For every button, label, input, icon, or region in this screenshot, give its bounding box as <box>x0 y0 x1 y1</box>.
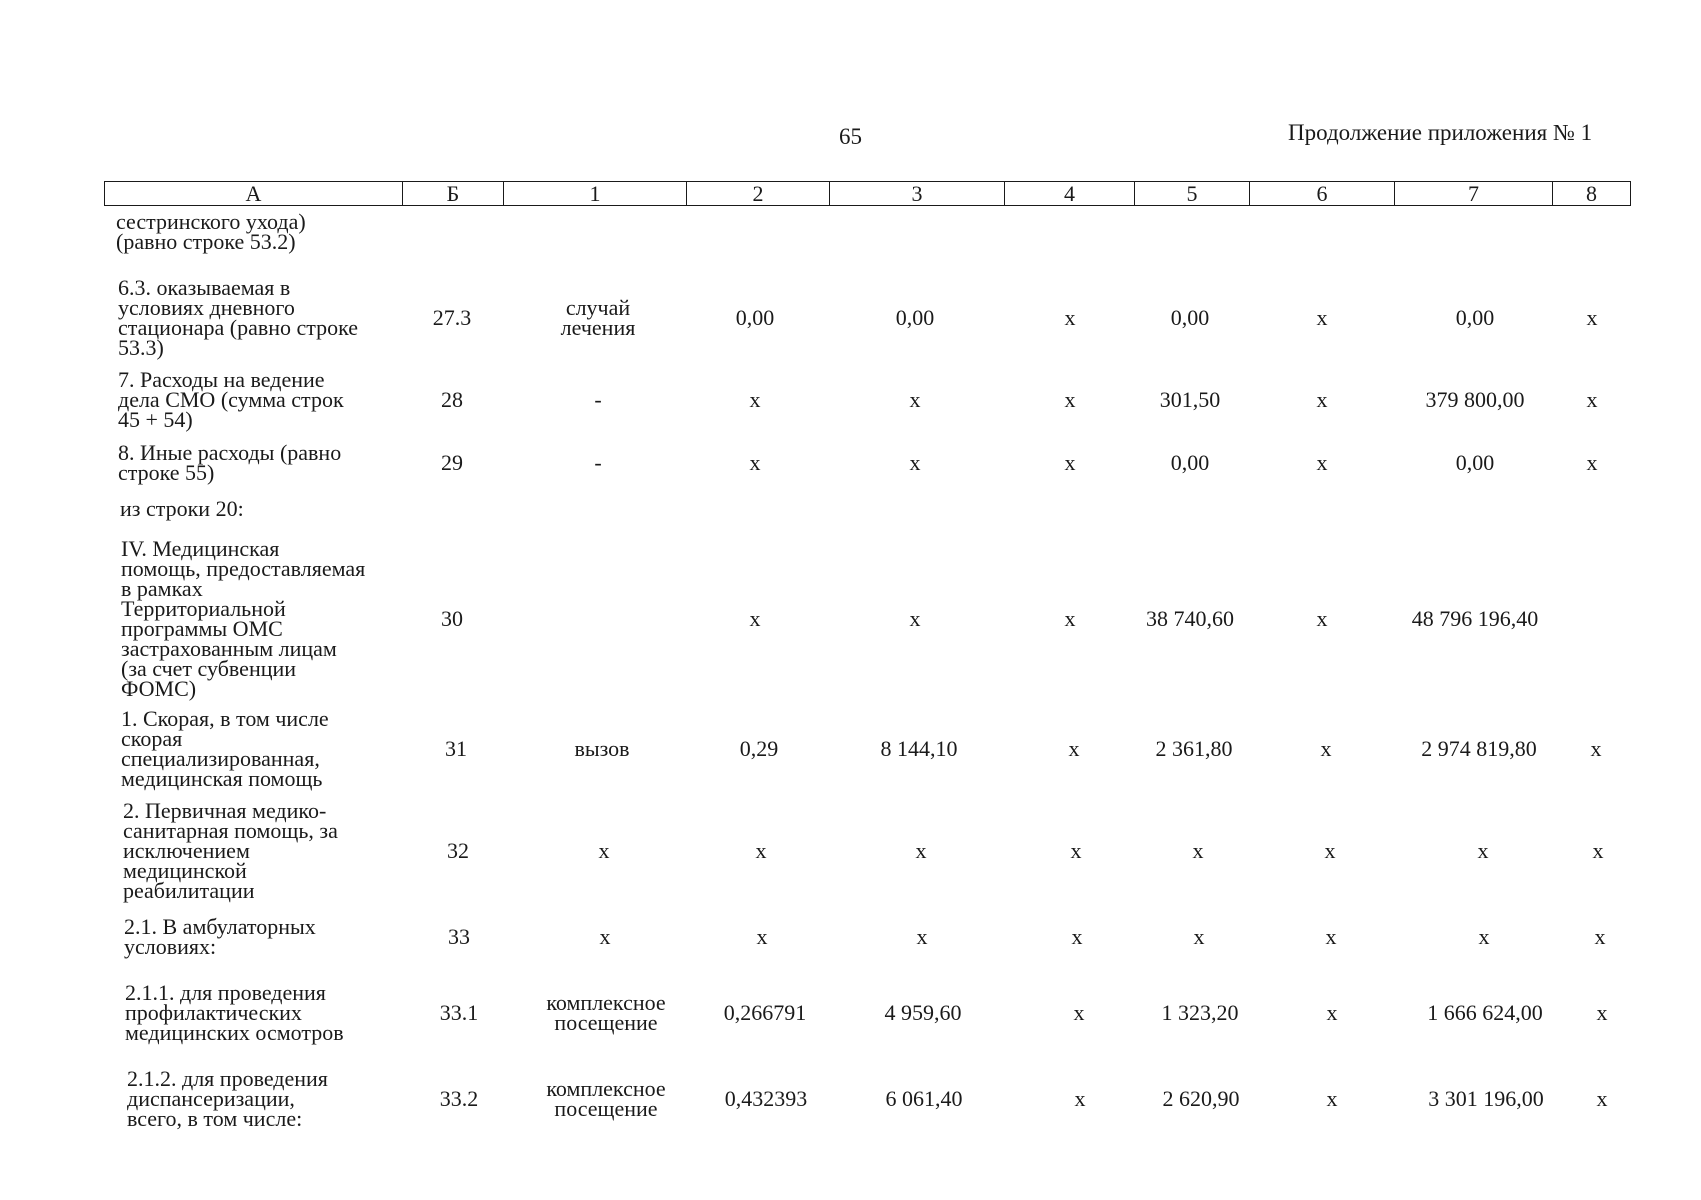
row-col2: х <box>749 606 761 631</box>
table-row <box>0 1066 1701 1132</box>
header-cell-4: 4 <box>1004 181 1134 206</box>
row-unit: комплексное посещение <box>546 1076 666 1121</box>
header-cell-5: 5 <box>1134 181 1249 206</box>
row-name: из строки 20: <box>120 496 244 521</box>
row-name: 2.1. В амбулаторных условиях: <box>124 914 316 959</box>
row-name: 2.1.1. для проведения профилактических медицинских осмотров <box>125 980 344 1045</box>
row-code: 32 <box>447 838 469 863</box>
row-code: 33.2 <box>439 1086 479 1111</box>
row-code: 33 <box>448 924 470 949</box>
row-col7: 0,00 <box>1455 305 1495 330</box>
row-unit: - <box>594 387 602 412</box>
row-col7: 48 796 196,40 <box>1411 606 1539 631</box>
row-col2: 0,432393 <box>724 1086 808 1111</box>
row-col7: 3 301 196,00 <box>1428 1086 1544 1111</box>
row-col4: х <box>1073 1000 1085 1025</box>
row-code: 31 <box>445 736 467 761</box>
row-col8: х <box>1586 387 1598 412</box>
row-col8: х <box>1586 305 1598 330</box>
row-col3: 0,00 <box>895 305 935 330</box>
row-col2: х <box>749 387 761 412</box>
row-col5: 0,00 <box>1170 305 1210 330</box>
row-col8: х <box>1596 1086 1608 1111</box>
row-name: 7. Расходы на ведение дела СМО (сумма строк 45 + 54) <box>118 367 344 432</box>
row-name: 6.3. оказываемая в условиях дневного стационара (равно строке 53.3) <box>118 275 359 360</box>
header-cell-6: 6 <box>1249 181 1394 206</box>
table-row <box>0 276 1701 360</box>
row-col5: х <box>1192 838 1204 863</box>
row-unit: комплексное посещение <box>546 990 666 1035</box>
row-col7: 0,00 <box>1455 450 1495 475</box>
row-col6: х <box>1316 387 1328 412</box>
row-col5: х <box>1193 924 1205 949</box>
table-row <box>0 440 1701 486</box>
row-unit: вызов <box>574 736 630 761</box>
table-row <box>0 980 1701 1046</box>
row-col7: х <box>1477 838 1489 863</box>
row-col3: х <box>909 387 921 412</box>
header-cell-b: Б <box>402 181 503 206</box>
row-code: 27.3 <box>432 305 472 330</box>
row-col5: 38 740,60 <box>1146 606 1234 631</box>
row-col2: х <box>756 924 768 949</box>
header-cell-7: 7 <box>1394 181 1552 206</box>
table-row <box>0 537 1701 701</box>
row-col3: 4 959,60 <box>884 1000 962 1025</box>
row-unit: - <box>594 450 602 475</box>
row-unit: случай лечения <box>560 295 636 340</box>
row-col8: х <box>1592 838 1604 863</box>
table-row <box>0 914 1701 960</box>
table-row <box>0 496 1701 525</box>
row-col7: х <box>1478 924 1490 949</box>
row-col4: х <box>1074 1086 1086 1111</box>
row-name: 1. Скорая, в том числе скорая специализированная, медицинская помощь <box>121 706 329 791</box>
row-col5: 2 361,80 <box>1155 736 1233 761</box>
row-name: 8. Иные расходы (равно строке 55) <box>118 440 342 485</box>
row-col4: х <box>1070 838 1082 863</box>
row-col5: 2 620,90 <box>1162 1086 1240 1111</box>
row-col3: х <box>909 450 921 475</box>
header-cell-8: 8 <box>1552 181 1631 206</box>
row-name: сестринского ухода) (равно строке 53.2) <box>116 209 306 254</box>
row-unit: х <box>599 924 611 949</box>
row-col6: х <box>1326 1000 1338 1025</box>
row-col6: х <box>1325 924 1337 949</box>
row-col4: х <box>1064 387 1076 412</box>
row-col8: х <box>1590 736 1602 761</box>
table-row <box>0 368 1701 432</box>
row-col8 <box>1552 537 1632 701</box>
row-col3: х <box>909 606 921 631</box>
row-name: IV. Медицинская помощь, предоставляемая в рамках Территориальной программы ОМС застрахованным лицам (за счет субвенции ФОМС) <box>121 536 366 701</box>
row-col2: 0,29 <box>739 736 779 761</box>
row-col3: 6 061,40 <box>885 1086 963 1111</box>
row-col4: х <box>1068 736 1080 761</box>
row-col6: х <box>1316 305 1328 330</box>
page-number: 65 <box>839 124 862 149</box>
row-code: 33.1 <box>439 1000 479 1025</box>
row-col3: х <box>916 924 928 949</box>
row-col5: 0,00 <box>1170 450 1210 475</box>
row-col5: 301,50 <box>1159 387 1221 412</box>
row-name: 2. Первичная медико- санитарная помощь, за исключением медицинской реабилитации <box>123 798 338 903</box>
row-col2: 0,00 <box>735 305 775 330</box>
table-row <box>0 209 1701 260</box>
row-col2: х <box>755 838 767 863</box>
row-col8: х <box>1596 1000 1608 1025</box>
row-unit <box>513 537 683 701</box>
row-col2: х <box>749 450 761 475</box>
appendix-caption: Продолжение приложения № 1 <box>1288 120 1593 145</box>
row-col4: х <box>1064 606 1076 631</box>
row-unit: х <box>598 838 610 863</box>
row-col6: х <box>1324 838 1336 863</box>
header-cell-a: А <box>104 181 402 206</box>
row-col5: 1 323,20 <box>1161 1000 1239 1025</box>
table-row <box>0 799 1701 903</box>
row-col8: х <box>1594 924 1606 949</box>
row-col6: х <box>1316 606 1328 631</box>
row-code: 28 <box>441 387 463 412</box>
row-col7: 1 666 624,00 <box>1427 1000 1543 1025</box>
row-col4: х <box>1064 450 1076 475</box>
row-col3: 8 144,10 <box>880 736 958 761</box>
row-col8: х <box>1586 450 1598 475</box>
table-row <box>0 707 1701 791</box>
row-col7: 379 800,00 <box>1425 387 1525 412</box>
row-col3: х <box>915 838 927 863</box>
row-col6: х <box>1320 736 1332 761</box>
header-cell-1: 1 <box>503 181 686 206</box>
header-cell-3: 3 <box>829 181 1004 206</box>
row-col7: 2 974 819,80 <box>1421 736 1537 761</box>
row-col6: х <box>1316 450 1328 475</box>
row-col6: х <box>1326 1086 1338 1111</box>
row-code: 30 <box>441 606 463 631</box>
row-col4: х <box>1064 305 1076 330</box>
row-code: 29 <box>441 450 463 475</box>
row-name: 2.1.2. для проведения диспансеризации, всего, в том числе: <box>127 1066 328 1131</box>
row-col4: х <box>1071 924 1083 949</box>
header-cell-2: 2 <box>686 181 829 206</box>
row-col2: 0,266791 <box>723 1000 807 1025</box>
